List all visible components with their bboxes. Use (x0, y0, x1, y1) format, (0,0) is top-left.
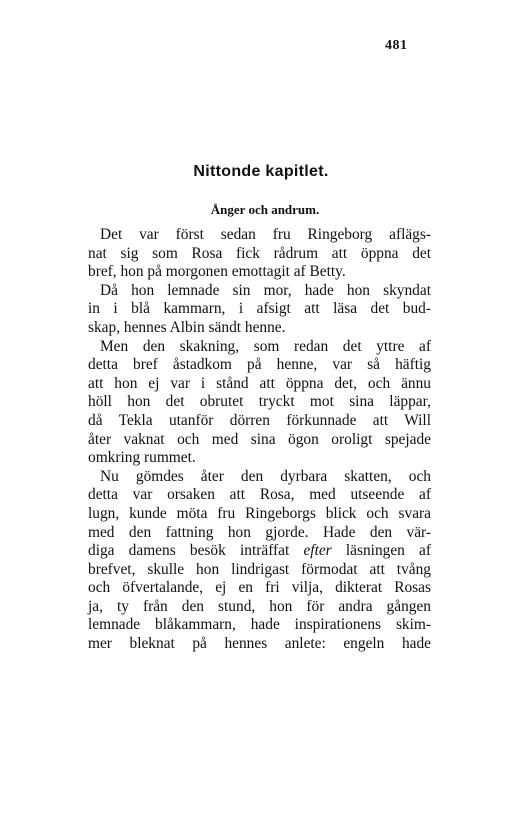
text-line: omkring rummet. (88, 449, 196, 467)
text-line-with-emphasis (88, 542, 431, 561)
text-line: nat sig som Rosa fick rådrum att öppna det (88, 244, 431, 262)
text-line: höll hon det obrutet tryckt mot sina läppar, (88, 393, 431, 411)
text-line: lemnade blåkammarn, hade inspirationens skim- (88, 616, 431, 634)
text-line: lugn, kunde möta fru Ringeborgs blick och svara (88, 504, 431, 522)
text-line: Men den skakning, som redan det yttre af (100, 337, 431, 355)
text-line: detta bref åstadkom på henne, var så häftig (88, 356, 431, 374)
text-line: in i blå kammarn, i afsigt att läsa det bud- (88, 300, 431, 318)
text-line: åter vaknat och med sina ögon oroligt spejade (88, 430, 431, 448)
text-line: och öfvertalande, ej en fri vilja, dikterat Rosas (88, 579, 431, 597)
text-line: brefvet, skulle hon lindrigast förmodat att tvång (88, 560, 431, 578)
body-text (88, 226, 431, 654)
text-line: detta var orsaken att Rosa, med utseende af (88, 486, 431, 504)
page-number: 481 (385, 38, 408, 53)
text-line: med den fattning hon gjorde. Hade den vär- (88, 523, 431, 541)
text-fragment: diga damens besök inträffat (88, 542, 304, 560)
text-line: ja, ty från den stund, hon för andra gången (88, 597, 431, 615)
text-line: då Tekla utanför dörren förkunnade att Will (88, 411, 431, 429)
text-line: bref, hon på morgonen emottagit af Betty. (88, 263, 346, 281)
text-line: Nu gömdes åter den dyrbara skatten, och (100, 467, 431, 485)
text-fragment: läsningen af (331, 542, 432, 560)
emphasized-word: efter (303, 542, 332, 560)
text-line: Det var först sedan fru Ringeborg aflägs- (100, 226, 431, 243)
text-line: att hon ej var i stånd att öppna det, och ännu (88, 374, 431, 392)
chapter-title: Nittonde kapitlet. (193, 163, 329, 180)
chapter-subtitle: Ånger och andrum. (210, 202, 320, 217)
text-line: mer bleknat på hennes anlete: engeln hade (88, 635, 431, 653)
text-line: Då hon lemnade sin mor, hade hon skyndat (100, 281, 431, 299)
text-line: skap, hennes Albin sändt henne. (88, 318, 286, 336)
